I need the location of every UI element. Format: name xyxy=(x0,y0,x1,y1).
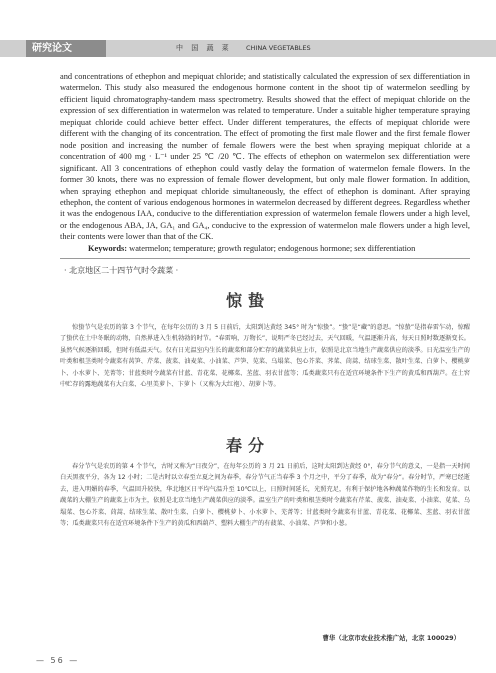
term-paragraph: 春分节气是农历的第 4 个节气，古时又称为“日夜分”，在每年公历的 3 月 21 日前后，这时太阳到达黄经 0°，春分节气的意义，一是指一天时间白天黑夜平分，各为 12 小时；二是古时以立春至立夏之间为春季，春分节气正当春季 3 个月之中，平分了春季，故为“春分”。春分时节，严寒已经逝去，进入明媚的春季，气温回升较快，华北地区日平均气温升至 10℃以上，日照时间延长，光照充足，有利于保护地各种蔬菜作物的生长和发育。以蔬菜的大棚生产的蔬菜上市为主，依照是北京当地生产蔬菜供应的淡季。温室生产的叶类和根茎类时令蔬菜有芹菜、菠菜、油麦菜、小油菜、苋菜、乌塌菜、包心芥菜、茼蒿、结球生菜、散叶生菜、白萝卜、樱桃萝卜、小水萝卜、芜菁等；甘蓝类时令蔬菜有甘蓝、青花菜、花椰菜、苤蓝、羽衣甘蓝等；瓜类蔬菜只有在适宜环境条件下生产的黄瓜和西葫芦、塑料大棚生产的有菠菜、小油菜、芦笋和小葱。 xyxy=(60,463,470,528)
term-body-chunfen xyxy=(60,461,470,529)
abstract-section xyxy=(60,71,470,254)
journal-name-cn: 中 国 蔬 菜 xyxy=(176,44,232,52)
author-credit: 曹华（北京市农业技术推广站，北京 100029） xyxy=(322,634,460,642)
section-tab: 研究论文 xyxy=(26,40,106,57)
keywords-line xyxy=(60,243,470,254)
abstract-body: and concentrations of ethephon and mepiquat chloride; and statistically calculated the expression of sex differentiation in watermelon. This study also measured the endogenous hormone content in the shoot tip of watermelon seedling by efficient liquid chromatography-tandem mass spectrometry. Results showed that the effect of mepiquat chloride on the expression of sex differentiation in watermelon was related to temperature. Under a suitable higher temperature spraying mepiquat chloride could achieve better effect. Under different temperatures, the effects of mepiquat chloride were different with the changing of its concentration. The effect of promoting the first male flower and the first female flower node position and increasing the number of female flowers were the best when spraying mepiquat chloride at a concentration of 400 mg · L⁻¹ under 25 ℃ /20 ℃. The effects of ethephon on watermelon sex differentiation were significant. All 3 concentrations of ethephon could vastly delay the formation of watermelon female flowers. In the former 30 knots, there was no expression of female flower development, but only male flower formation. In addition, when spraying ethephon and mepiquat chloride simultaneously, the effect of ethephon is dominant. After spraying ethephon, the content of various endogenous hormones in watermelon decreased by different degrees. Regardless whether it was the endogenous IAA, conducive to the differentiation expression of watermelon female flowers under a high level, or the endogenous ABA, JA, GA₁ and GA₄, conducive to the expression of watermelon male flowers under a high level, their contents were lower than that of the CK. xyxy=(60,72,470,242)
section-divider xyxy=(60,258,470,259)
term-paragraph: 惊蛰节气是农历的第 3 个节气，在每年公历的 3 月 5 日前后，太阳到达黄经 345° 时为“惊蛰”。“蛰”是“藏”的意思。“惊蛰”是指春雷乍动，惊醒了蛰伏在土中冬眠的动物，自然界进入生机勃勃的时节。“春雷响，万物长”，说明严冬已经过去，天气回暖，气温逐渐升高，每天日照时数逐渐变长。虽然气候逐渐回暖，但时有低温天气。仅有日光温室内生长的蔬菜和部分贮存的蔬菜供应上市，依照是北京当地生产蔬菜供应的淡季。日光温室生产的叶类和根茎类时令蔬菜有莴笋、芹菜、菠菜、油麦菜、小油菜、芦笋、苋菜、乌塌菜、包心芥菜、荠菜、茼蒿、结球生菜、散叶生菜、白萝卜、樱桃萝卜、小水萝卜、芜菁等；甘蓝类时令蔬菜有甘蓝、青花菜、花椰菜、苤蓝、羽衣甘蓝等；瓜类蔬菜只有在适宜环境条件下生产的黄瓜和西葫芦。在土窖中贮存的露地蔬菜有大白菜、心里美萝卜、卞萝卜（又称为大红袍）、胡萝卜等。 xyxy=(60,324,470,389)
term-title-jingzhe: 惊蛰 xyxy=(225,291,270,310)
keywords-text: watermelon; temperature; growth regulator; endogenous hormone; sex differentiation xyxy=(127,243,416,253)
series-title: · 北京地区二十四节气时令蔬菜 · xyxy=(64,266,179,275)
journal-name-en: CHINA VEGETABLES xyxy=(246,44,311,52)
page-number: — 56 — xyxy=(36,656,80,665)
term-body-jingzhe xyxy=(60,322,470,390)
term-title-chunfen: 春分 xyxy=(225,436,270,455)
keywords-label: Keywords: xyxy=(88,243,128,253)
